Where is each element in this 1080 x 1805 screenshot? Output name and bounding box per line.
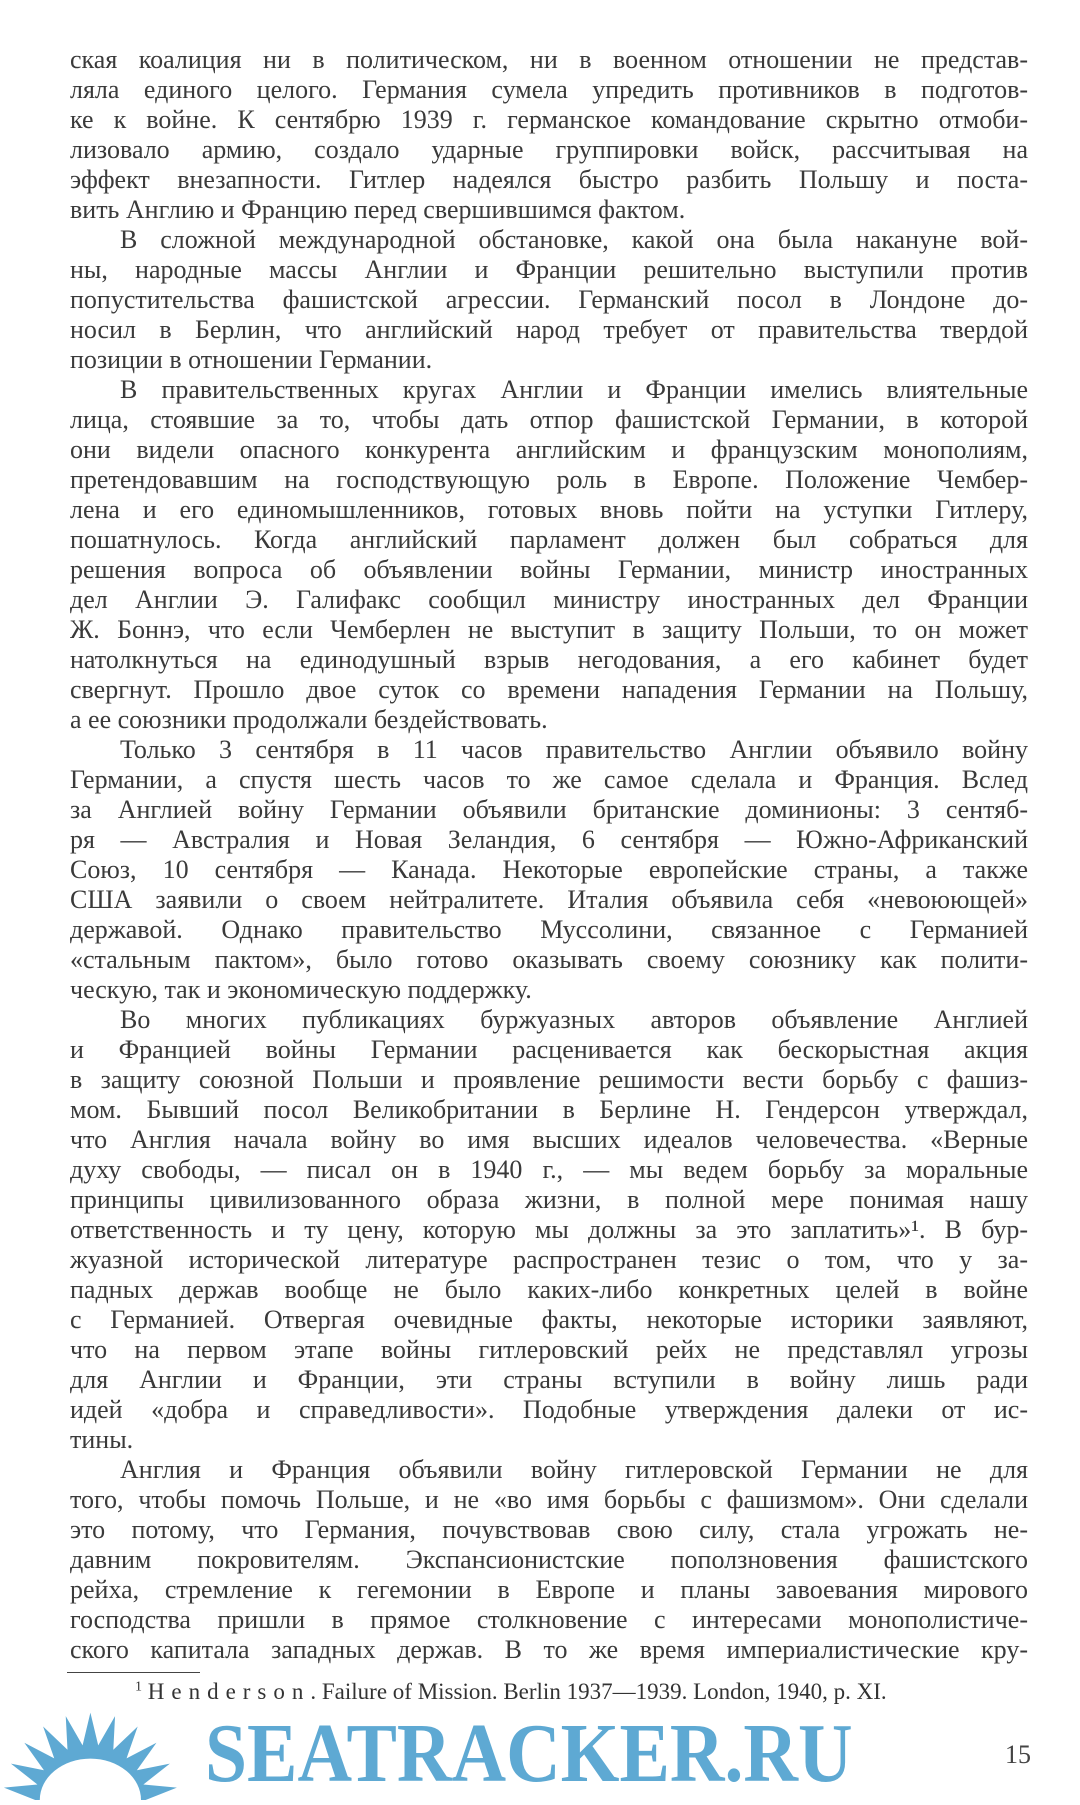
body-text — [70, 45, 1028, 1665]
footnote-citation: . Failure of Mission. Berlin 1937—1939. London, 1940, p. XI. — [310, 1679, 887, 1704]
text-line: Германии, а спустя шесть часов то же самое сделала и Франция. Вслед — [70, 765, 1028, 794]
text-line: лизовало армию, создало ударные группировки войск, рассчитывая на — [70, 135, 1028, 164]
text-line: вить Англию и Францию перед свершившимся фактом. — [70, 195, 686, 224]
text-line: эффект внезапности. Гитлер надеялся быстро разбить Польшу и поста- — [70, 165, 1028, 194]
text-line: Во многих публикациях буржуазных авторов объявление Англией — [120, 1005, 1028, 1034]
text-line: пошатнулось. Когда английский парламент должен был собраться для — [70, 525, 1028, 554]
text-line: господства пришли в прямое столкновение с интересами монополистиче- — [70, 1605, 1028, 1634]
text-line: свергнут. Прошло двое суток со времени нападения Германии на Польшу, — [70, 675, 1028, 704]
watermark-logo: SEATRACKER.RU — [205, 1707, 853, 1800]
text-line: В сложной международной обстановке, какой она была накануне вой- — [120, 225, 1028, 254]
text-line: ского капитала западных держав. В то же время империалистические кру- — [70, 1635, 1028, 1664]
text-line: тины. — [70, 1425, 134, 1454]
text-line: того, чтобы помочь Польше, и не «во имя борьбы с фашизмом». Они сделали — [70, 1485, 1028, 1514]
text-line: позиции в отношении Германии. — [70, 345, 433, 374]
text-line: Ж. Боннэ, что если Чемберлен не выступит в защиту Польши, то он может — [70, 615, 1028, 644]
footnote-marker: 1 — [135, 1679, 142, 1695]
text-line: ческую, так и экономическую поддержку. — [70, 975, 532, 1004]
text-line: Союз, 10 сентября — Канада. Некоторые европейские страны, а также — [70, 855, 1028, 884]
text-line: «стальным пактом», было готово оказывать своему союзнику как полити- — [70, 945, 1028, 974]
text-line: духу свободы, — писал он в 1940 г., — мы ведем борьбу за моральные — [70, 1155, 1028, 1184]
text-line: а ее союзники продолжали бездействовать. — [70, 705, 548, 734]
paragraph — [70, 1005, 1028, 1455]
text-line: США заявили о своем нейтралитете. Италия объявила себя «невоюющей» — [70, 885, 1028, 914]
footnote-author: Henderson — [147, 1679, 311, 1704]
text-line: ляла единого целого. Германия сумела упредить противников в подготов- — [70, 75, 1028, 104]
text-line: с Германией. Отвергая очевидные факты, некоторые историки заявляют, — [70, 1305, 1028, 1334]
text-line: что на первом этапе войны гитлеровский рейх не представлял угрозы — [70, 1335, 1028, 1364]
text-line: жуазной исторической литературе распространен тезис о том, что у за- — [70, 1245, 1028, 1274]
text-line: в защиту союзной Польши и проявление решимости вести борьбу с фашиз- — [70, 1065, 1028, 1094]
text-line: идей «добра и справедливости». Подобные утверждения далеки от ис- — [70, 1395, 1028, 1424]
text-line: падных держав вообще не было каких-либо конкретных целей в войне — [70, 1275, 1028, 1304]
text-line: что Англия начала войну во имя высших идеалов человечества. «Верные — [70, 1125, 1028, 1154]
text-line: решения вопроса об объявлении войны Германии, министр иностранных — [70, 555, 1028, 584]
paragraph — [70, 45, 1028, 225]
text-line: ны, народные массы Англии и Франции решительно выступили против — [70, 255, 1028, 284]
text-line: ская коалиция ни в политическом, ни в военном отношении не представ- — [70, 45, 1028, 74]
text-line: претендовавшим на господствующую роль в Европе. Положение Чембер- — [70, 465, 1028, 494]
text-line: это потому, что Германия, почувствовав свою силу, стала угрожать не- — [70, 1515, 1028, 1544]
text-line: и Францией войны Германии расценивается как бескорыстная акция — [70, 1035, 1028, 1064]
text-line: дел Англии Э. Галифакс сообщил министру иностранных дел Франции — [70, 585, 1028, 614]
text-line: ке к войне. К сентябрю 1939 г. германское командование скрытно отмоби- — [70, 105, 1028, 134]
text-line: за Англией войну Германии объявили британские доминионы: 3 сентяб- — [70, 795, 1028, 824]
text-line: мом. Бывший посол Великобритании в Берлине Н. Гендерсон утверждал, — [70, 1095, 1028, 1124]
text-line: носил в Берлин, что английский народ требует от правительства твердой — [70, 315, 1028, 344]
paragraph — [70, 375, 1028, 735]
text-line: давним покровителям. Экспансионистские поползновения фашистского — [70, 1545, 1028, 1574]
paragraph — [70, 1455, 1028, 1665]
text-line: В правительственных кругах Англии и Франции имелись влиятельные — [120, 375, 1028, 404]
text-line: ря — Австралия и Новая Зеландия, 6 сентября — Южно-Африканский — [70, 825, 1028, 854]
watermark-sun-icon — [0, 1708, 190, 1805]
text-line: принципы цивилизованного образа жизни, в полной мере понимая нашу — [70, 1185, 1028, 1214]
text-line: натолкнуться на единодушный взрыв негодования, а его кабинет будет — [70, 645, 1028, 674]
text-line: они видели опасного конкурента английским и французским монополиям, — [70, 435, 1028, 464]
page-number: 15 — [1005, 1740, 1031, 1769]
text-line: Англия и Франция объявили войну гитлеровской Германии не для — [120, 1455, 1028, 1484]
text-line: Только 3 сентября в 11 часов правительство Англии объявило войну — [120, 735, 1028, 764]
text-line: рейха, стремление к гегемонии в Европе и планы завоевания мирового — [70, 1575, 1028, 1604]
text-line: попустительства фашистской агрессии. Германский посол в Лондоне до- — [70, 285, 1028, 314]
footnote-divider — [67, 1672, 200, 1673]
text-line: лена и его единомышленников, готовых вновь пойти на уступки Гитлеру, — [70, 495, 1028, 524]
text-line: ответственность и ту цену, которую мы должны за это заплатить»¹. В бур- — [70, 1215, 1028, 1244]
text-line: лица, стоявшие за то, чтобы дать отпор фашистской Германии, в которой — [70, 405, 1028, 434]
paragraph — [70, 735, 1028, 1005]
text-line: для Англии и Франции, эти страны вступили в войну лишь ради — [70, 1365, 1028, 1394]
text-line: державой. Однако правительство Муссолини, связанное с Германией — [70, 915, 1028, 944]
paragraph — [70, 225, 1028, 375]
footnote — [135, 1678, 887, 1706]
